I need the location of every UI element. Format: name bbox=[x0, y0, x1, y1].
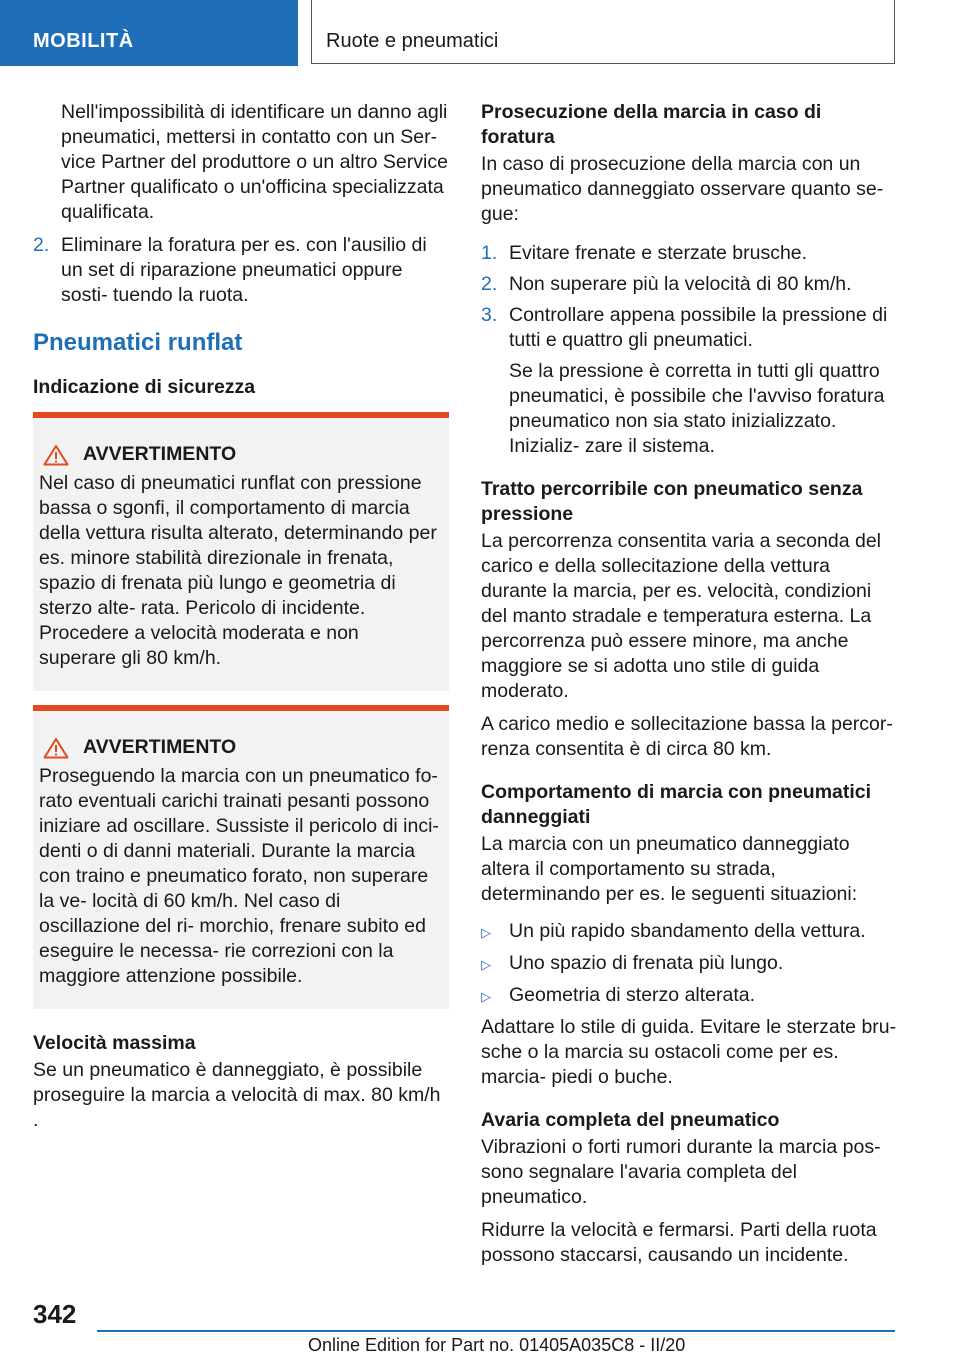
warning-title bbox=[39, 735, 441, 760]
list-item bbox=[481, 951, 897, 977]
step-note: Se la pressione è corretta in tutti gli quattro pneumatici, è possibile che l'avviso foratura pneumatico non sia stato inizializzato. Inizializ‐ zare il sistema. bbox=[509, 360, 885, 457]
warning-triangle-icon bbox=[43, 444, 69, 466]
subheading-safety: Indicazione di sicurezza bbox=[33, 376, 256, 398]
step-number: 2. bbox=[33, 234, 50, 256]
subheading-max-speed: Velocità massima bbox=[33, 1032, 196, 1054]
failure-text-2: Ridurre la velocità e fermarsi. Parti della ruota possono staccarsi, causando un incidente. bbox=[481, 1219, 877, 1266]
section-title: MOBILITÀ bbox=[33, 30, 134, 52]
warning-box-2 bbox=[33, 705, 449, 1009]
intro-paragraph: Nell'impossibilità di identificare un danno agli pneumatici, mettersi in contatto con un Ser‐ vice Partner del produttore o un altro Service Partner qualificato o un'officina specializzata qualificata. bbox=[61, 101, 448, 223]
step-text: Eliminare la foratura per es. con l'ausilio di un set di riparazione pneumatici oppure sosti‐ tuendo la ruota. bbox=[61, 234, 427, 306]
list-item bbox=[481, 983, 897, 1009]
failure-text-1: Vibrazioni o forti rumori durante la marcia pos‐ sono segnalare l'avaria completa del pneumatico. bbox=[481, 1136, 881, 1208]
step-number: 1. bbox=[481, 242, 498, 264]
subheading-behaviour: Comportamento di marcia con pneumatici danneggiati bbox=[481, 781, 872, 828]
bullet-triangle-icon: ▷ bbox=[481, 957, 491, 972]
max-speed-text: Se un pneumatico è danneggiato, è possibile proseguire la marcia a velocità di max. 80 km/h . bbox=[33, 1059, 441, 1131]
subheading-range: Tratto percorribile con pneumatico senza pressione bbox=[481, 478, 863, 525]
list-item bbox=[481, 919, 897, 945]
left-column bbox=[33, 100, 449, 1141]
range-text-1: La percorrenza consentita varia a seconda del carico e della sollecitazione della vettura durante la marcia, per es. velocità, condizioni del manto stradale e temperatura esterna. La percorrenza può essere minore, ma anche maggiore se si adotta uno stile di guida moderato. bbox=[481, 530, 881, 702]
chapter-header bbox=[311, 0, 895, 64]
chapter-title: Ruote e pneumatici bbox=[326, 30, 499, 52]
step-text: Non superare più la velocità di 80 km/h. bbox=[509, 273, 852, 295]
section-heading: Pneumatici runflat bbox=[33, 329, 243, 356]
section-tab bbox=[0, 0, 298, 66]
step-item bbox=[33, 233, 449, 308]
footer-divider bbox=[97, 1330, 895, 1332]
warning-title-text: AVVERTIMENTO bbox=[83, 443, 237, 465]
warning-title bbox=[39, 442, 441, 467]
warning-text: Proseguendo la marcia con un pneumatico fo‐ rato eventuali carichi trainati pesanti possono iniziare ad oscillare. Sussiste il pericolo di inci‐ denti o di danni materiali. Durante la marcia con traino e pneumatico forato, non superare la ve‐ locità di 60 km/h. Nel caso di oscillazione del ri‐ morchio, frenare subito ed eseguire le necessa‐ rie correzioni con la maggiore attenzione possibile. bbox=[39, 765, 439, 987]
warning-title-text: AVVERTIMENTO bbox=[83, 736, 237, 758]
step-text: Controllare appena possibile la pressione di tutti e quattro gli pneumatici. bbox=[509, 304, 888, 351]
warning-box-1 bbox=[33, 412, 449, 691]
behaviour-after-text: Adattare lo stile di guida. Evitare le sterzate bru‐ sche o la marcia su ostacoli come per es. marcia‐ piedi o buche. bbox=[481, 1016, 897, 1088]
warning-text: Nel caso di pneumatici runflat con pressione bassa o sgonfi, il comportamento di marcia della vettura risulta alterato, determinando per es. minore stabilità direzionale in frenata, spazio di frenata più lungo e geometria di sterzo alte‐ rata. Pericolo di incidente. Procedere a velocità moderata e non superare gli 80 km/h. bbox=[39, 472, 437, 669]
footer-edition: Online Edition for Part no. 01405A035C8 - II/20 bbox=[308, 1335, 686, 1355]
list-item-text: Uno spazio di frenata più lungo. bbox=[509, 952, 784, 974]
bullet-triangle-icon: ▷ bbox=[481, 925, 491, 940]
step-number: 3. bbox=[481, 304, 498, 326]
subheading-continue: Prosecuzione della marcia in caso di foratura bbox=[481, 101, 822, 148]
step-number: 2. bbox=[481, 273, 498, 295]
warning-triangle-icon bbox=[43, 737, 69, 759]
bullet-triangle-icon: ▷ bbox=[481, 989, 491, 1004]
list-item-text: Geometria di sterzo alterata. bbox=[509, 984, 756, 1006]
step-text: Evitare frenate e sterzate brusche. bbox=[509, 242, 808, 264]
continue-text: In caso di prosecuzione della marcia con un pneumatico danneggiato osservare quanto se‐ gue: bbox=[481, 153, 884, 225]
page-number: 342 bbox=[33, 1299, 77, 1329]
subheading-failure: Avaria completa del pneumatico bbox=[481, 1109, 780, 1131]
range-text-2: A carico medio e sollecitazione bassa la percor‐ renza consentita è di circa 80 km. bbox=[481, 713, 893, 760]
step-item bbox=[481, 303, 897, 353]
step-item bbox=[481, 272, 897, 297]
behaviour-text: La marcia con un pneumatico danneggiato altera il comportamento su strada, determinando per es. le seguenti situazioni: bbox=[481, 833, 858, 905]
right-column bbox=[481, 100, 897, 1276]
list-item-text: Un più rapido sbandamento della vettura. bbox=[509, 920, 866, 942]
step-item bbox=[481, 241, 897, 266]
